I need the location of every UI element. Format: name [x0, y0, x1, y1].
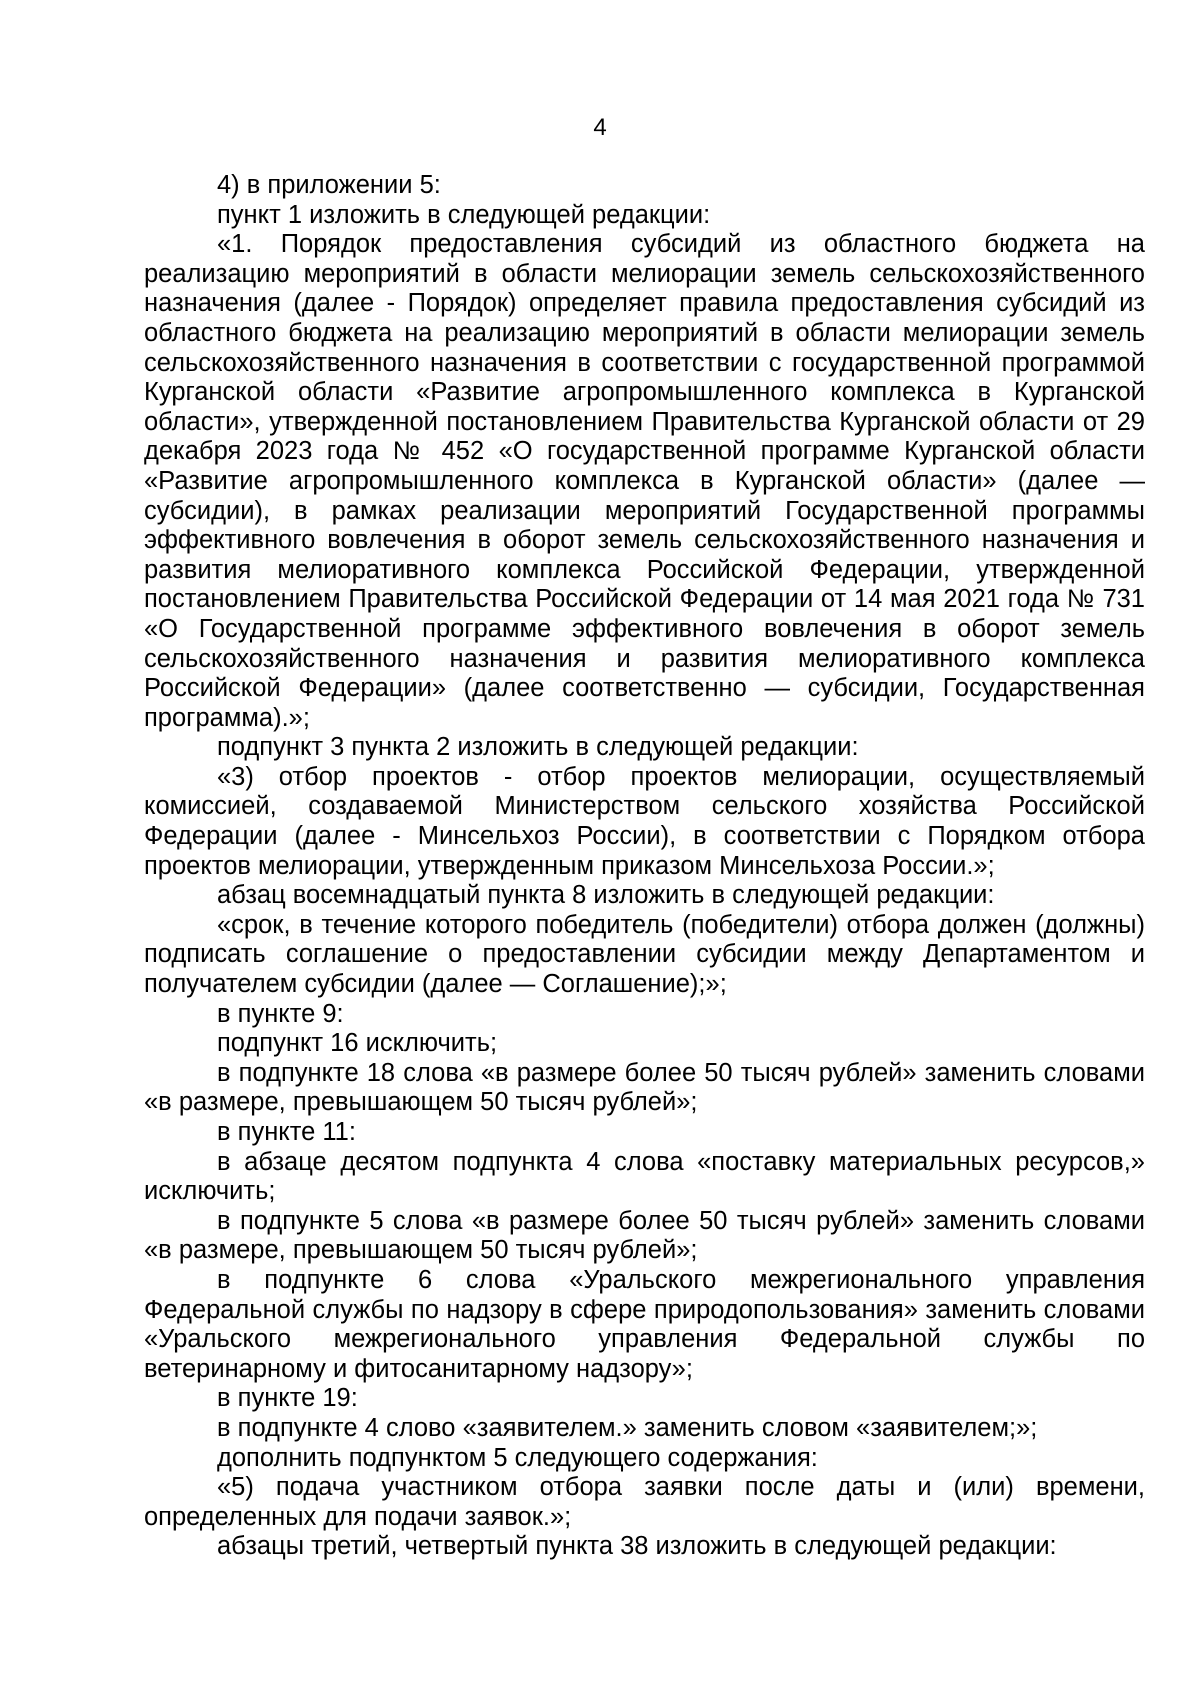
paragraph: абзацы третий, четвертый пункта 38 изложить в следующей редакции: [217, 1532, 1057, 1561]
paragraph: в подпункте 4 слово «заявителем.» заменить словом «заявителем;»; [217, 1413, 1038, 1442]
paragraph: пункт 1 изложить в следующей редакции: [217, 200, 711, 229]
paragraph: в подпункте 6 слова «Уральского межрегионального управления Федеральной службы по надзору в сфере природопользования» заменить словами «Уральского межрегионального управления Федеральной службы по ветеринарному и фитосанитарному надзору»; [144, 1265, 1145, 1383]
paragraph: подпункт 3 пункта 2 изложить в следующей редакции: [217, 733, 859, 762]
paragraph: дополнить подпунктом 5 следующего содержания: [217, 1443, 818, 1472]
paragraph: абзац восемнадцатый пункта 8 изложить в следующей редакции: [217, 881, 995, 910]
paragraph: подпункт 16 исключить; [217, 1029, 498, 1058]
page-number: 4 [593, 114, 607, 141]
paragraph: «1. Порядок предоставления субсидий из областного бюджета на реализацию мероприятий в области мелиорации земель сельскохозяйственного назначения (далее - Порядок) определяет правила предоставления субсидий из областного бюджета на реализацию мероприятий в области мелиорации земель сельскохозяйственного назначения в соответствии с государственной программой Курганской области «Развитие агропромышленного комплекса в Курганской области», утвержденной постановлением Правительства Курганской области от 29 декабря 2023 года № 452 «О государственной программе Курганской области «Развитие агропромышленного комплекса в Курганской области» (далее — субсидии), в рамках реализации мероприятий Государственной программы эффективного вовлечения в оборот земель сельскохозяйственного назначения и развития мелиоративного комплекса Российской Федерации, утвержденной постановлением Правительства Российской Федерации от 14 мая 2021 года № 731 «О Государственной программе эффективного вовлечения в оборот земель сельскохозяйственного назначения и развития мелиоративного комплекса Российской Федерации» (далее соответственно — субсидии, Государственная программа).»; [144, 230, 1145, 732]
paragraph: в пункте 11: [217, 1118, 356, 1146]
document-body [144, 171, 1145, 1562]
paragraph: «5) подача участником отбора заявки после даты и (или) времени, определенных для подачи заявок.»; [144, 1473, 1145, 1531]
paragraph: в абзаце десятом подпункта 4 слова «поставку материальных ресурсов,» исключить; [144, 1147, 1145, 1206]
paragraph: в пункте 9: [217, 999, 344, 1028]
paragraph: в подпункте 18 слова «в размере более 50 тысяч рублей» заменить словами «в размере, превышающем 50 тысяч рублей»; [144, 1058, 1145, 1117]
paragraph: «срок, в течение которого победитель (победители) отбора должен (должны) подписать соглашение о предоставлении субсидии между Департаментом и получателем субсидии (далее — Соглашение);»; [144, 910, 1145, 999]
paragraph: 4) в приложении 5: [217, 171, 441, 199]
paragraph: «3) отбор проектов - отбор проектов мелиорации, осуществляемый комиссией, создаваемой Министерством сельского хозяйства Российской Федерации (далее - Минсельхоз России), в соответствии с Порядком отбора проектов мелиорации, утвержденным приказом Минсельхоза России.»; [144, 762, 1145, 880]
paragraph: в подпункте 5 слова «в размере более 50 тысяч рублей» заменить словами «в размере, превышающем 50 тысяч рублей»; [144, 1206, 1145, 1265]
paragraph: в пункте 19: [217, 1384, 358, 1413]
